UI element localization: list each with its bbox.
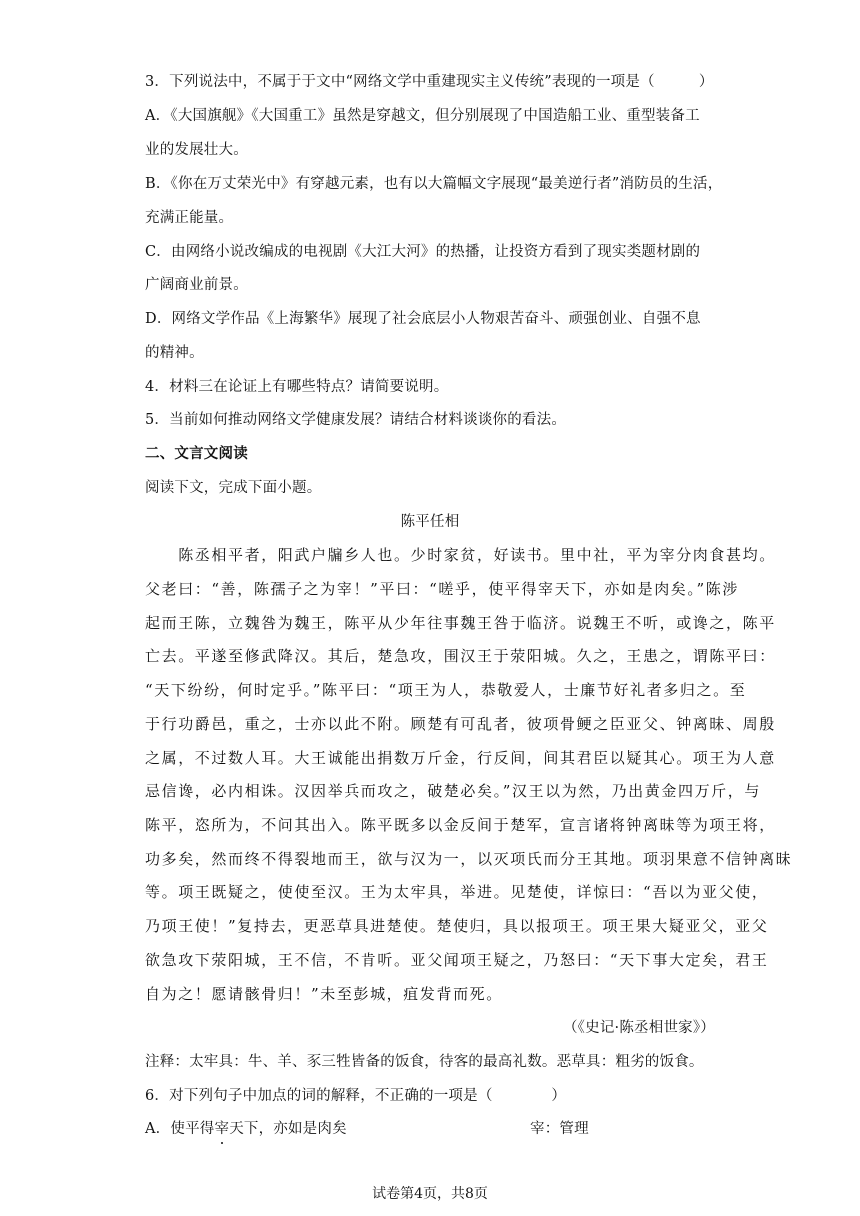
q6-option-a [145,1119,720,1139]
q3-option-c-line1: C．由网络小说改编成的电视剧《大江大河》的热播，让投资方看到了现实类题材剧的 [145,244,701,260]
q3-option-a-line1: A．《大国旗舰》《大国重工》虽然是穿越文，但分别展现了中国造船工业、重型装备工 [145,108,700,124]
q4-stem: 4．材料三在论证上有哪些特点？请简要说明。 [145,379,449,395]
q3-stem: 3．下列说法中，不属于于文中“网络文学中重建现实主义传统”表现的一项是（ ） [145,74,714,90]
q3-option-c-line2: 广阔商业前景。 [145,277,248,293]
q3-option-b-line1: B．《你在万丈荣光中》有穿越元素，也有以大篇幅文字展现“最美逆行者”消防员的生活， [145,176,723,192]
q6-option-a-gloss: 宰：管理 [530,1121,589,1137]
q3-option-d-line1: D．网络文学作品《上海繁华》展现了社会底层小人物艰苦奋斗、顽强创业、自强不息 [145,311,701,327]
annotation-note: 注释：太牢具：牛、羊、豕三牲皆备的饭食，待客的最高礼数。恶草具：粗劣的饭食。 [145,1054,704,1070]
passage-line: 等。项王既疑之，使使至汉。王为太牢具，举进。见楚使，详惊曰：“吾以为亚父使， [145,883,769,901]
passage-line: 父老曰：“善，陈孺子之为宰！”平曰：“嗟乎，使平得宰天下，亦如是肉矣。”陈涉 [145,580,739,598]
reading-instruction: 阅读下文，完成下面小题。 [145,480,322,496]
q6-option-a-suffix: 天下，亦如是肉矣 [229,1121,347,1137]
passage-line: 忌信谗，必内相诛。汉因举兵而攻之，破楚必矣。”汉王以为然，乃出黄金四万斤，与 [145,782,761,800]
q3-option-d-line2: 的精神。 [145,345,204,361]
passage-title: 陈平任相 [400,514,460,530]
passage-line: 功多矣，然而终不得裂地而王，欲与汉为一，以灭项氏而分王其地。项羽果意不信钟离昧 [145,850,793,868]
passage-line: 亡去。平遂至修武降汉。其后，楚急攻，围汉王于荥阳城。久之，王患之，谓陈平曰： [145,647,776,665]
passage-line: 陈平，恣所为，不问其出入。陈平既多以金反间于楚军，宣言诸将钟离昧等为项王将， [145,816,776,834]
q6-stem: 6．对下列句子中加点的词的解释，不正确的一项是（ ） [145,1088,567,1104]
q6-option-a-dotted-word: 宰 [214,1121,230,1137]
passage-line: 起而王陈，立魏咎为魏王，陈平从少年往事魏王咎于临济。说魏王不听，或谗之，陈平 [145,614,776,632]
passage-line: 欲急攻下荥阳城，王不信，不肯听。亚父闻项王疑之，乃怒曰：“天下事大定矣，君王 [145,951,769,969]
passage-line: 陈丞相平者，阳武户牖乡人也。少时家贫，好读书。里中社，平为宰分肉食甚均。 [145,546,776,564]
q3-option-b-line2: 充满正能量。 [145,210,234,226]
q6-option-a-prefix: A．使平得 [145,1121,215,1137]
passage-source: （《史记·陈丞相世家》） [562,1020,715,1036]
passage-line: “天下纷纷，何时定乎。”陈平曰：“项王为人，恭敬爱人，士廉节好礼者多归之。至 [145,681,747,699]
passage-line: 自为之！愿请骸骨归！”未至彭城，疽发背而死。 [145,985,503,1003]
passage-line: 于行功爵邑，重之，士亦以此不附。顾楚有可乱者，彼项骨鲠之臣亚父、钟离昧、周殷 [145,715,776,733]
q3-option-a-line2: 业的发展壮大。 [145,142,248,158]
passage-line: 乃项王使！”复持去，更恶草具进楚使。楚使归，具以报项王。项王果大疑亚父，亚父 [145,917,769,935]
q5-stem: 5．当前如何推动网络文学健康发展？请结合材料谈谈你的看法。 [145,412,567,428]
passage-line: 之属，不过数人耳。大王诚能出捐数万斤金，行反间，间其君臣以疑其心。项王为人意 [145,749,776,767]
section-heading: 二、文言文阅读 [145,445,248,462]
page-footer: 试卷第4页，共8页 [372,1186,488,1202]
